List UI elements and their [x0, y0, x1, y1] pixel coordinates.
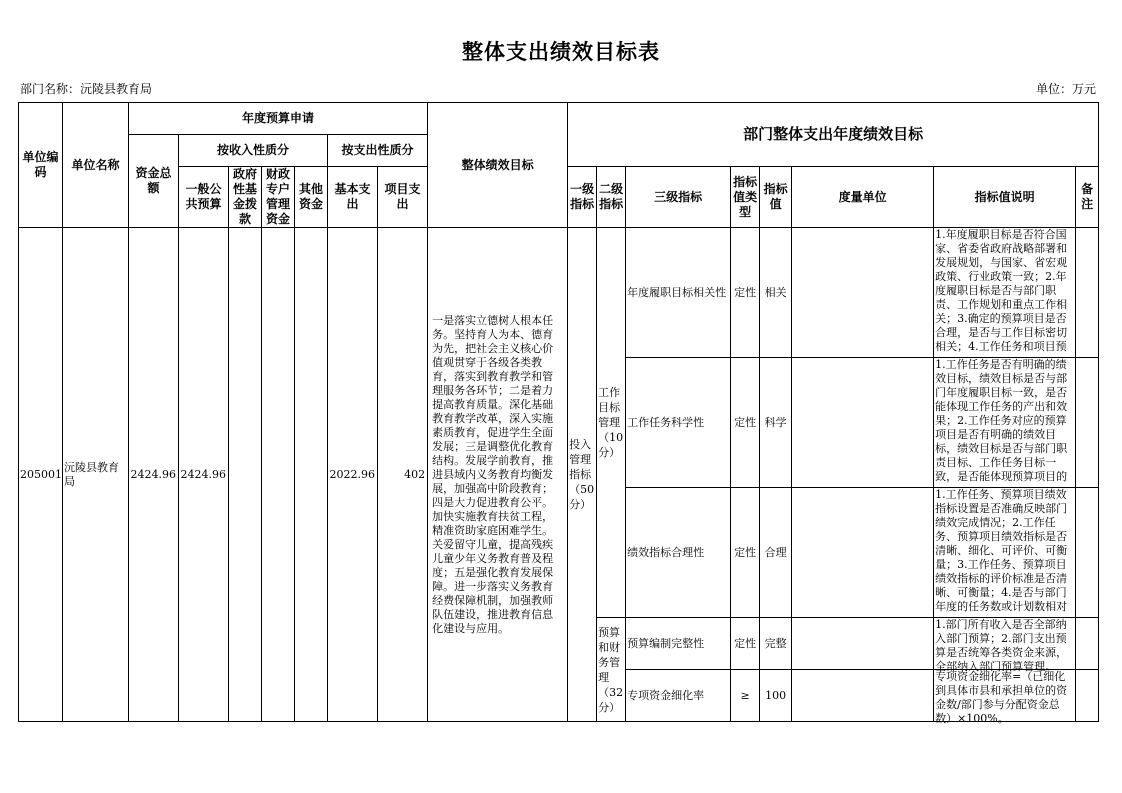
cell-remark: [1076, 670, 1099, 722]
cell-level3: 工作任务科学性: [626, 358, 731, 488]
cell-unit-name: 沅陵县教育局: [63, 228, 129, 722]
header-overall-goal: 整体绩效目标: [428, 103, 568, 228]
header-measure-unit: 度量单位: [792, 167, 934, 228]
header-level3: 三级指标: [626, 167, 731, 228]
cell-level3: 专项资金细化率: [626, 670, 731, 722]
cell-level1: 投入管理指标（50分）: [568, 228, 597, 722]
cell-level2-budget: 预算和财务管理（32分）: [597, 618, 626, 722]
performance-target-table: [18, 102, 1099, 725]
cell-value-type: 定性: [731, 618, 760, 670]
header-level1: 一级指标: [568, 167, 597, 228]
cell-unit-code: 205001: [19, 228, 63, 722]
header-remark: 备注: [1076, 167, 1099, 228]
cell-value-desc: 1.工作任务是否有明确的绩效目标，绩效目标是否与部门年度履职目标一致，是否能体现工作任务的产出和效果；2.工作任务对应的预算项目是否有明确的绩效目标，绩效目标是否与部门职责目标、工作任务目标一致，是否能体现预算项目的: [935, 358, 1068, 483]
cell-value-type: ≥: [731, 670, 760, 722]
cell-remark: [1076, 358, 1099, 488]
cell-value-type: 定性: [731, 228, 760, 358]
header-general-budget: 一般公共预算: [179, 167, 229, 228]
cell-value-desc: 专项资金细化率=（已细化到具体市县和承担单位的资金数/部门参与分配资金总数）×100%。: [935, 670, 1068, 725]
cell-measure-unit: [792, 228, 934, 358]
header-level2: 二级指标: [597, 167, 626, 228]
header-by-expense: 按支出性质分: [328, 135, 428, 167]
cell-general-budget: 2424.96: [179, 228, 229, 722]
cell-basic-expense: 2022.96: [328, 228, 378, 722]
cell-remark: [1076, 228, 1099, 358]
header-other-fund: 其他资金: [295, 167, 328, 228]
header-value-type: 指标值类型: [731, 167, 760, 228]
cell-measure-unit: [792, 618, 934, 670]
cell-value-type: 定性: [731, 358, 760, 488]
cell-remark: [1076, 618, 1099, 670]
cell-measure-unit: [792, 488, 934, 618]
header-project-expense: 项目支出: [378, 167, 428, 228]
cell-measure-unit: [792, 358, 934, 488]
cell-value: 完整: [760, 618, 792, 670]
cell-level3: 绩效指标合理性: [626, 488, 731, 618]
cell-value: 科学: [760, 358, 792, 488]
header-value-desc: 指标值说明: [934, 167, 1076, 228]
currency-unit: 单位：万元: [1035, 82, 1096, 96]
cell-measure-unit: [792, 670, 934, 722]
cell-value-type: 定性: [731, 488, 760, 618]
cell-level2-work: 工作目标管理（10分）: [597, 228, 626, 618]
header-dept-goal: 部门整体支出年度绩效目标: [568, 103, 1099, 167]
cell-total-funds: 2424.96: [129, 228, 179, 722]
header-gov-fund: 政府性基金拨款: [229, 167, 262, 228]
table-row: [19, 228, 1099, 358]
page-title: 整体支出绩效目标表: [462, 40, 660, 64]
cell-value-desc: 1.工作任务、预算项目绩效指标设置是否准确反映部门绩效完成情况；2.工作任务、预算项目绩效指标是否清晰、细化、可评价、可衡量；3.工作任务、预算项目绩效指标的评价标准是否清晰、可衡量；4.是否与部门年度的任务数或计划数相对: [935, 488, 1068, 613]
cell-level3: 年度履职目标相关性: [626, 228, 731, 358]
header-basic-expense: 基本支出: [328, 167, 378, 228]
cell-level3: 预算编制完整性: [626, 618, 731, 670]
cell-overall-goal: 一是落实立德树人根本任务。坚持育人为本、德育为先，把社会主义核心价值观贯穿于各级各类教育，落实到教育教学和管理服务各环节；二是着力提高教育质量。深化基础教育教学改革，深入实施素质教育，促进学生全面发展；三是调整优化教育结构。发展学前教育，推进县域内义务教育均衡发展，加强高中阶段教育；四是大力促进教育公平。加快实施教育扶贫工程，精准资助家庭困难学生。关爱留守儿童，提高残疾儿童少年义务教育普及程度；五是强化教育发展保障。进一步落实义务教育经费保障机制，加强教师队伍建设，推进教育信息化建设与应用。: [428, 228, 568, 722]
cell-value: 相关: [760, 228, 792, 358]
cell-project-expense: 402: [378, 228, 428, 722]
cell-other-fund: [295, 228, 328, 722]
cell-gov-fund: [229, 228, 262, 722]
cell-value-desc: 1.部门所有收入是否全部纳入部门预算；2.部门支出预算是否统筹各类资金来源，全部纳入部门预算管理。: [935, 618, 1068, 673]
header-by-income: 按收入性质分: [179, 135, 328, 167]
header-total-funds: 资金总额: [129, 135, 179, 228]
cell-remark: [1076, 488, 1099, 618]
header-value: 指标值: [760, 167, 792, 228]
cell-value: 100: [760, 670, 792, 722]
cell-value-desc: 1.年度履职目标是否符合国家、省委省政府战略部署和发展规划，与国家、省宏观政策、行业政策一致；2.年度履职目标是否与部门职责、工作规划和重点工作相关；3.确定的预算项目是否合理，是否与工作目标密切相关；4.工作任务和项目预: [935, 228, 1068, 353]
department-name: 部门名称：沅陵县教育局: [20, 82, 153, 96]
header-annual-budget: 年度预算申请: [129, 103, 428, 135]
cell-value: 合理: [760, 488, 792, 618]
cell-special-fund: [262, 228, 295, 722]
header-special-fund: 财政专户管理资金: [262, 167, 295, 228]
header-unit-name: 单位名称: [63, 103, 129, 228]
header-unit-code: 单位编码: [19, 103, 63, 228]
